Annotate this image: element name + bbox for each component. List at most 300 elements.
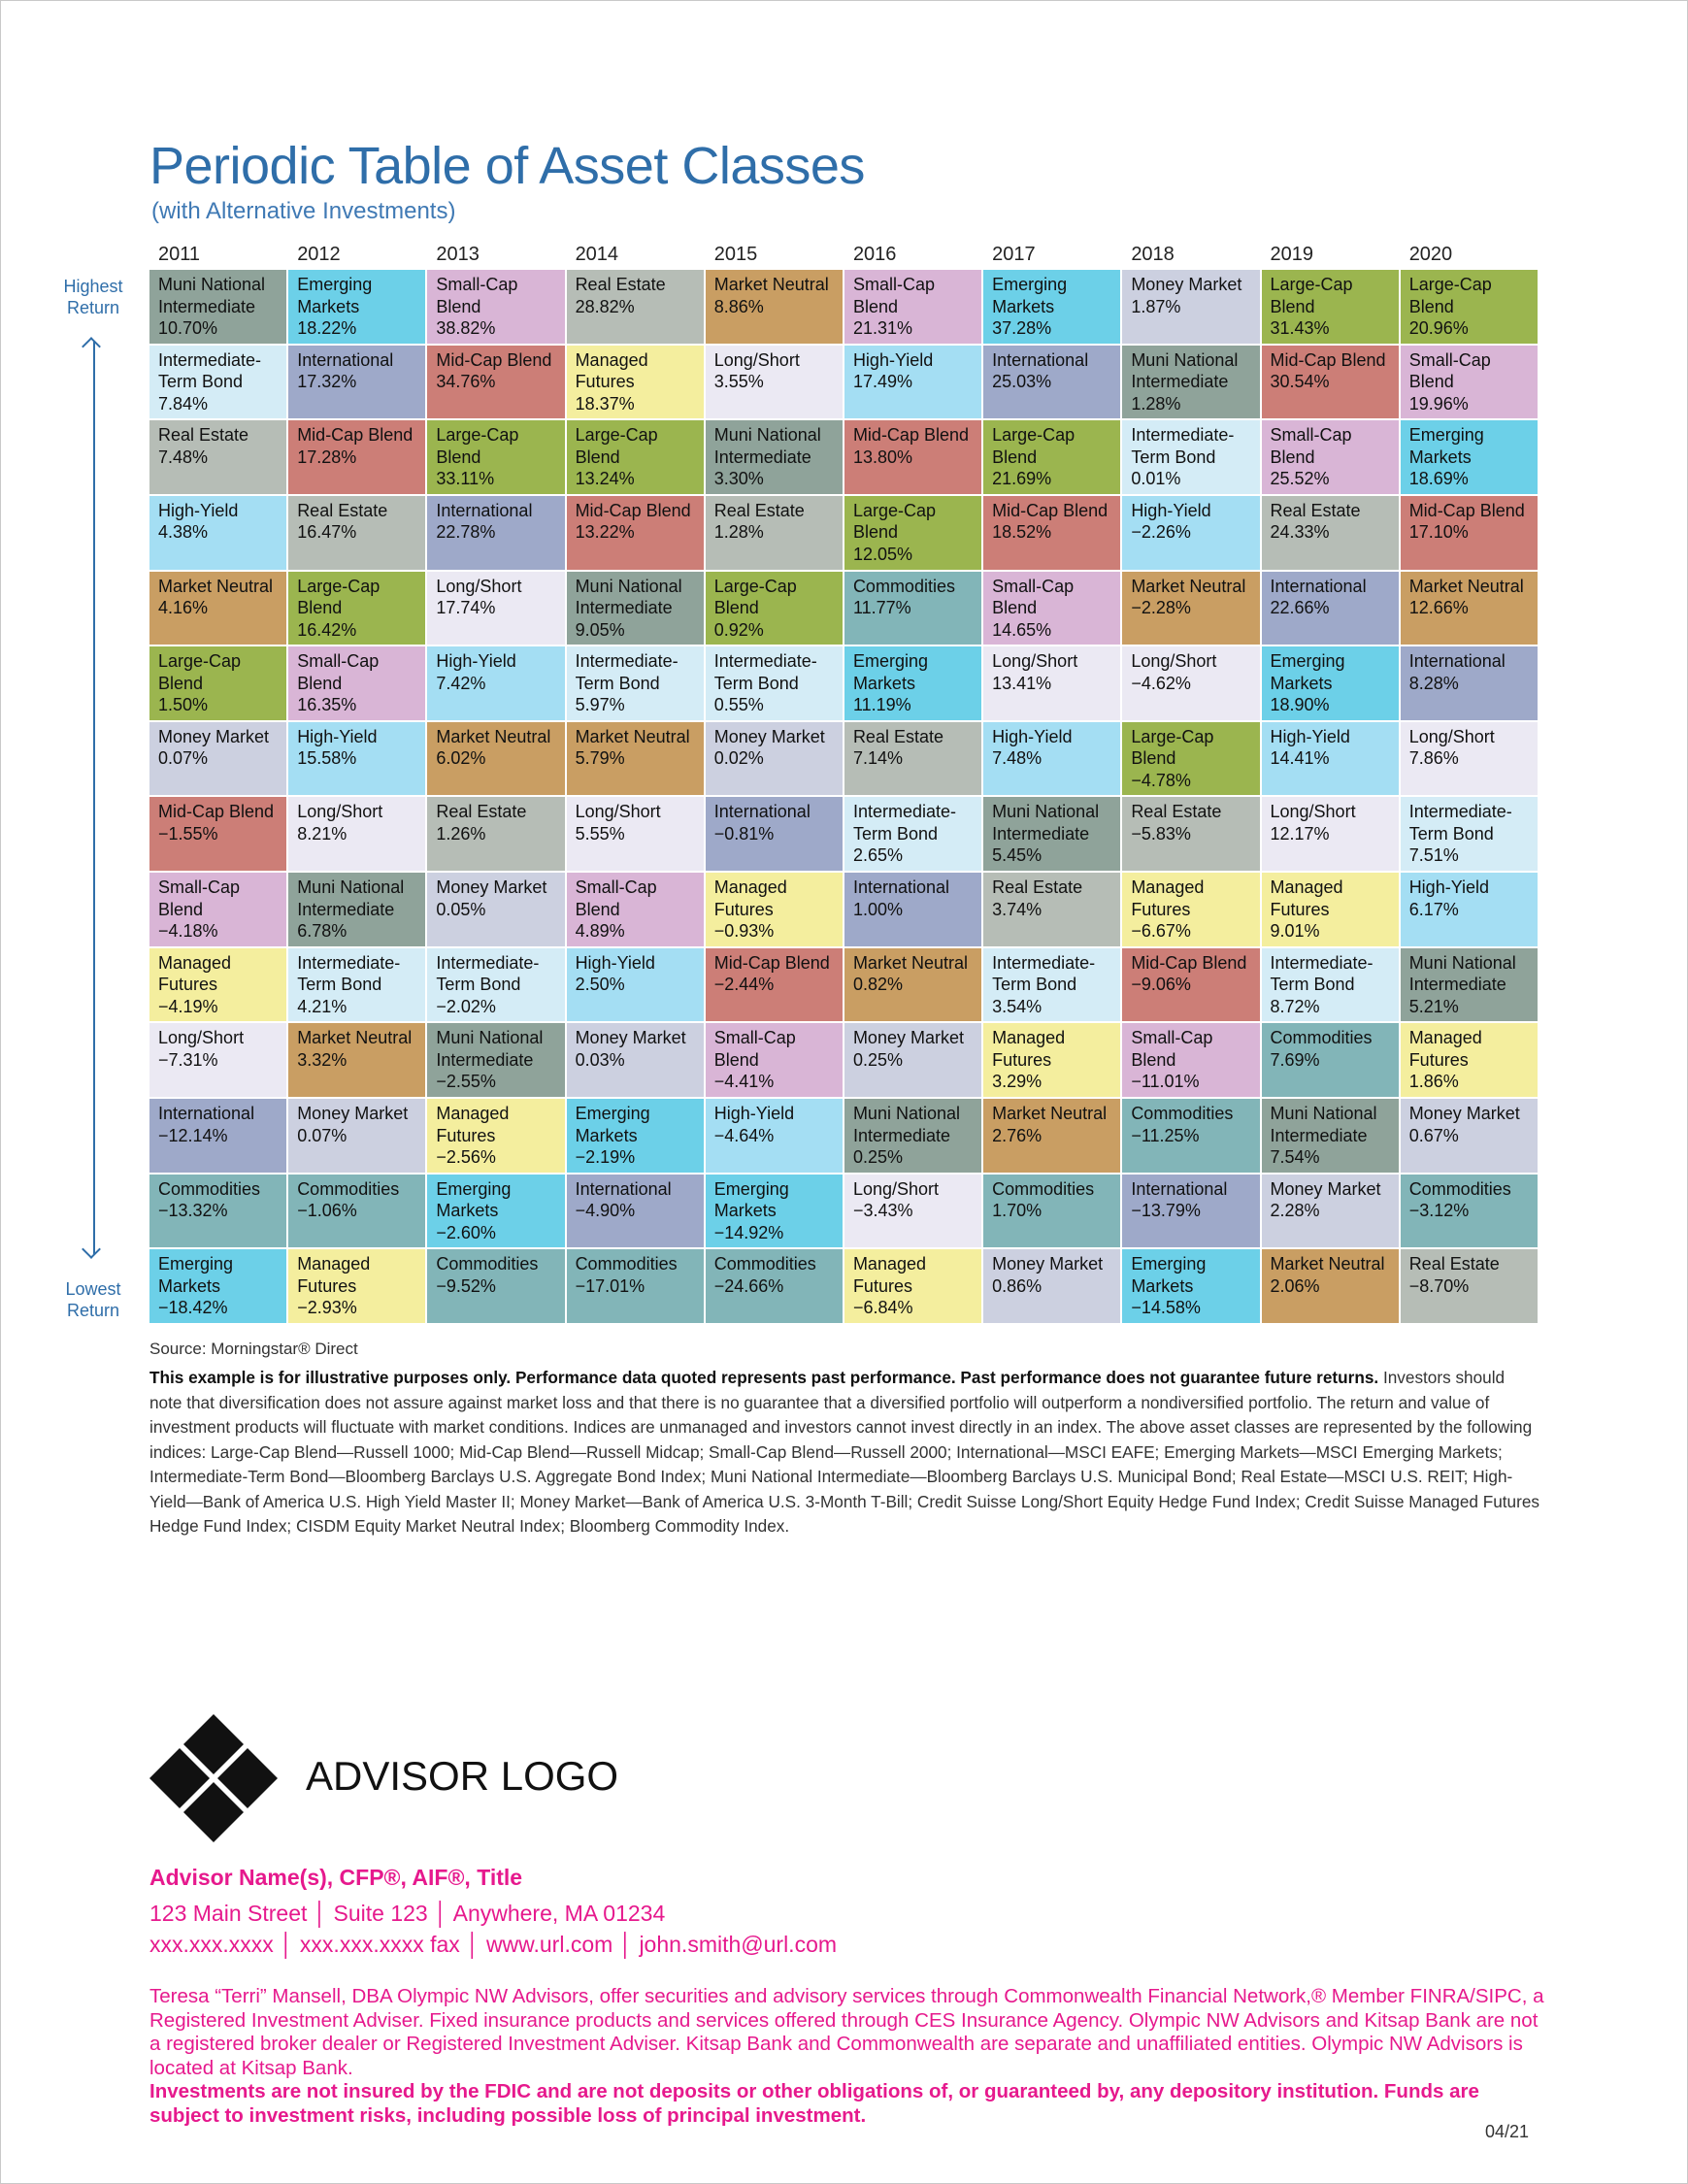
year-header: 2013 [436, 244, 480, 265]
legal-disclosure-bold: Investments are not insured by the FDIC and are not deposits or other obligations of, or guaranteed by, any depository institution. Funds are subject to investment risks, including possible loss of principal investment. [149, 2080, 1479, 2127]
asset-cell [844, 1023, 983, 1099]
asset-return: 13.24% [575, 469, 635, 489]
asset-cell [427, 797, 566, 873]
asset-return: −4.19% [158, 996, 218, 1016]
asset-name: Managed Futures [297, 1254, 371, 1296]
asset-cell [427, 873, 566, 948]
asset-cell [983, 948, 1122, 1024]
asset-return: 18.37% [575, 393, 635, 414]
asset-cell [1122, 270, 1261, 346]
asset-return: −13.79% [1131, 1201, 1201, 1221]
asset-cell [706, 646, 844, 722]
asset-cell [149, 346, 288, 421]
asset-return: −2.28% [1131, 598, 1191, 618]
asset-name: Mid-Cap Blend [1131, 952, 1247, 973]
asset-name: Commodities [713, 1254, 816, 1274]
asset-return: 22.78% [436, 522, 496, 543]
asset-name: Small-Cap Blend [852, 275, 935, 316]
asset-cell [427, 722, 566, 798]
asset-cell [567, 420, 706, 496]
asset-name: Market Neutral [713, 275, 829, 294]
asset-cell [567, 1175, 706, 1250]
asset-return: 3.30% [713, 469, 764, 489]
asset-return: 6.78% [297, 921, 348, 942]
asset-cell [1262, 873, 1401, 948]
asset-return: −14.58% [1131, 1298, 1201, 1318]
asset-return: −4.78% [1131, 770, 1191, 790]
page-title: Periodic Table of Asset Classes [149, 137, 865, 195]
asset-cell [1262, 572, 1401, 647]
asset-name: Managed Futures [1131, 877, 1205, 919]
asset-return: −2.60% [436, 1222, 496, 1242]
asset-name: Mid-Cap Blend [713, 952, 830, 973]
asset-return: 11.77% [852, 598, 911, 618]
asset-return: −13.32% [158, 1201, 228, 1221]
asset-return: 13.41% [992, 673, 1052, 693]
asset-name: Emerging Markets [992, 275, 1068, 316]
date-code: 04/21 [1485, 2122, 1530, 2141]
asset-return: 1.28% [1131, 393, 1181, 414]
asset-name: Muni National Intermediate [575, 576, 682, 618]
asset-return: 5.45% [992, 845, 1043, 866]
asset-name: Intermediate-Term Bond [297, 952, 401, 995]
asset-name: Market Neutral [1131, 576, 1246, 596]
asset-cell [149, 1023, 288, 1099]
asset-name: Long/Short [1270, 802, 1356, 822]
asset-cell [427, 346, 566, 421]
asset-cell [567, 270, 706, 346]
asset-cell [567, 873, 706, 948]
asset-cell [149, 948, 288, 1024]
asset-return: −2.55% [436, 1072, 496, 1092]
asset-return: 0.02% [713, 748, 764, 769]
asset-return: −3.12% [1408, 1201, 1470, 1221]
asset-cell [427, 646, 566, 722]
disclaimer-bold: This example is for illustrative purposes only. Performance data quoted represents past performance. Past performance does not guarantee future returns. [149, 1368, 1379, 1387]
asset-name: High-Yield [436, 651, 516, 672]
year-header: 2019 [1270, 244, 1313, 265]
asset-name: Managed Futures [158, 952, 232, 995]
asset-return: 34.76% [436, 372, 496, 392]
asset-return: −6.84% [852, 1298, 913, 1318]
asset-name: Muni National Intermediate [992, 802, 1100, 844]
asset-name: International [1270, 576, 1367, 596]
asset-cell [983, 1023, 1122, 1099]
asset-cell [288, 270, 427, 346]
asset-name: International [158, 1104, 255, 1124]
asset-cell [706, 873, 844, 948]
asset-name: High-Yield [575, 952, 655, 973]
asset-return: 1.00% [852, 899, 903, 919]
asset-name: Commodities [158, 1178, 261, 1199]
asset-return: 4.21% [297, 996, 348, 1016]
asset-name: Commodities [297, 1178, 400, 1199]
asset-cell [844, 346, 983, 421]
advisor-name: Advisor Name(s), CFP®, AIF®, Title [149, 1865, 523, 1890]
asset-return: 14.41% [1270, 748, 1330, 769]
asset-cell [983, 420, 1122, 496]
asset-name: Commodities [1408, 1178, 1511, 1199]
asset-cell [706, 1023, 844, 1099]
asset-name: Emerging Markets [713, 1178, 789, 1221]
asset-cell [844, 420, 983, 496]
asset-cell [1401, 1175, 1539, 1250]
source-note: Source: Morningstar® Direct [149, 1340, 358, 1358]
asset-cell [844, 948, 983, 1024]
asset-return: 5.97% [575, 695, 625, 715]
asset-cell [288, 1099, 427, 1175]
asset-name: Large-Cap Blend [436, 425, 519, 467]
asset-name: International [992, 349, 1089, 370]
asset-cell [1262, 346, 1401, 421]
asset-return: 8.28% [1408, 673, 1459, 693]
asset-return: 10.70% [158, 318, 218, 338]
asset-return: 0.07% [158, 748, 209, 769]
asset-cell [844, 1175, 983, 1250]
asset-cell [844, 572, 983, 647]
asset-return: 1.70% [992, 1201, 1043, 1221]
asset-return: −7.31% [158, 1049, 218, 1070]
asset-cell [288, 572, 427, 647]
asset-name: Managed Futures [1408, 1028, 1482, 1070]
asset-return: 4.89% [575, 921, 625, 942]
asset-cell [1262, 948, 1401, 1024]
asset-name: Market Neutral [1408, 576, 1524, 596]
asset-name: Long/Short [436, 576, 522, 596]
asset-return: −11.01% [1131, 1072, 1200, 1092]
asset-name: Muni National Intermediate [297, 877, 405, 919]
asset-cell [1122, 948, 1261, 1024]
asset-name: Managed Futures [1270, 877, 1343, 919]
asset-return: −17.01% [575, 1275, 645, 1296]
asset-name: Large-Cap Blend [1131, 726, 1214, 769]
asset-name: Intermediate-Term Bond [158, 349, 262, 392]
asset-return: 2.06% [1270, 1275, 1320, 1296]
asset-name: International [436, 500, 533, 520]
asset-name: Large-Cap Blend [713, 576, 797, 618]
asset-cell [149, 420, 288, 496]
asset-name: Large-Cap Blend [1408, 275, 1492, 316]
asset-return: 4.16% [158, 598, 209, 618]
asset-name: Real Estate [852, 726, 943, 746]
axis-lowest-label: Lowest Return [65, 1279, 121, 1320]
asset-name: Commodities [436, 1254, 539, 1274]
asset-cell [149, 1099, 288, 1175]
asset-return: −6.67% [1131, 921, 1191, 942]
asset-cell [983, 572, 1122, 647]
asset-return: −4.62% [1131, 673, 1191, 693]
asset-cell [1262, 1099, 1401, 1175]
asset-name: Muni National Intermediate [1408, 952, 1516, 995]
asset-return: 13.80% [852, 447, 912, 467]
asset-return: 0.86% [992, 1275, 1043, 1296]
asset-return: 1.86% [1408, 1072, 1459, 1092]
asset-return: 8.21% [297, 823, 348, 844]
asset-name: Small-Cap Blend [158, 877, 241, 919]
asset-return: 28.82% [575, 296, 635, 316]
asset-return: 37.28% [992, 318, 1052, 338]
asset-return: 6.02% [436, 748, 486, 769]
asset-name: Emerging Markets [436, 1178, 512, 1221]
asset-name: High-Yield [1408, 877, 1490, 898]
asset-return: 7.86% [1408, 748, 1459, 769]
asset-name: Large-Cap Blend [852, 500, 936, 543]
asset-name: Intermediate-Term Bond [852, 802, 956, 844]
asset-name: Muni National Intermediate [436, 1028, 544, 1070]
asset-return: 0.03% [575, 1049, 625, 1070]
advisor-logo-text: ADVISOR LOGO [306, 1753, 619, 1799]
asset-cell [706, 346, 844, 421]
asset-cell [983, 346, 1122, 421]
asset-name: Long/Short [1408, 726, 1495, 746]
asset-name: Intermediate-Term Bond [1408, 802, 1512, 844]
asset-cell [427, 270, 566, 346]
asset-cell [1262, 270, 1401, 346]
asset-name: High-Yield [713, 1104, 795, 1124]
asset-name: Intermediate-Term Bond [1270, 952, 1374, 995]
asset-cell [288, 722, 427, 798]
axis-highest-label: Highest Return [63, 277, 123, 317]
asset-return: 1.28% [713, 522, 764, 543]
asset-return: 25.52% [1270, 469, 1330, 489]
asset-name: Emerging Markets [1270, 651, 1345, 693]
asset-name: Small-Cap Blend [297, 651, 380, 693]
asset-cell [149, 1249, 288, 1325]
asset-return: 0.67% [1408, 1125, 1459, 1145]
asset-name: Emerging Markets [297, 275, 373, 316]
asset-cell [983, 1099, 1122, 1175]
asset-name: Muni National Intermediate [713, 425, 821, 467]
asset-return: 0.92% [713, 619, 764, 640]
asset-name: Large-Cap Blend [158, 651, 242, 693]
asset-return: 1.50% [158, 695, 209, 715]
asset-return: −2.19% [575, 1147, 636, 1168]
asset-name: Commodities [852, 576, 955, 596]
asset-cell [288, 646, 427, 722]
asset-name: Mid-Cap Blend [297, 425, 414, 446]
asset-return: −24.66% [713, 1275, 784, 1296]
asset-return: 20.96% [1408, 318, 1469, 338]
asset-return: 17.10% [1408, 522, 1469, 543]
asset-return: −5.83% [1131, 823, 1191, 844]
asset-name: Money Market [436, 877, 547, 898]
asset-return: 0.05% [436, 899, 486, 919]
asset-name: Mid-Cap Blend [1408, 500, 1525, 520]
asset-return: −4.64% [713, 1125, 775, 1145]
asset-name: International [297, 349, 394, 370]
asset-name: Real Estate [297, 500, 388, 520]
asset-cell [844, 722, 983, 798]
asset-cell [983, 722, 1122, 798]
asset-name: Mid-Cap Blend [575, 500, 691, 520]
asset-name: Real Estate [713, 500, 805, 520]
year-header: 2014 [575, 244, 619, 265]
asset-name: Emerging Markets [1408, 425, 1484, 467]
asset-return: 15.58% [297, 748, 357, 769]
asset-cell [1401, 572, 1539, 647]
asset-return: −14.92% [713, 1222, 784, 1242]
asset-return: 17.28% [297, 447, 357, 467]
advisor-address: 123 Main Street │ Suite 123 │ Anywhere, MA 01234 [149, 1901, 666, 1926]
asset-return: 21.69% [992, 469, 1052, 489]
asset-return: 1.87% [1131, 296, 1181, 316]
year-header: 2020 [1408, 244, 1453, 265]
asset-cell [149, 1175, 288, 1250]
asset-name: Muni National Intermediate [852, 1104, 960, 1145]
asset-cell [427, 1099, 566, 1175]
asset-cell [427, 572, 566, 647]
asset-name: Commodities [1131, 1104, 1234, 1124]
asset-name: Real Estate [575, 275, 666, 294]
asset-return: 5.21% [1408, 996, 1459, 1016]
asset-name: Long/Short [1131, 651, 1217, 672]
asset-name: Long/Short [575, 802, 661, 822]
disclaimer-body: Investors should note that diversification does not assure against market loss and that there is no guarantee that a diversified portfolio will outperform a nondiversified portfolio. The return and value of investment products will fluctuate with market conditions. Indices are unmanaged and investors cannot invest directly in an index. The above asset classes are represented by the following indices: Large-Cap Blend—Russell 1000; Mid-Cap Blend—Russell Midcap; Small-Cap Blend—Russell 2000; International—MSCI EAFE; Emerging Markets—MSCI Emerging Markets; Intermediate-Term Bond—Bloomberg Barclays U.S. Aggregate Bond Index; Muni National Intermediate—Bloomberg Barclays U.S. Municipal Bond; Real Estate—MSCI U.S. REIT; High-Yield—Bank of America U.S. High Yield Master II; Money Market—Bank of America U.S. 3-Month T-Bill; Credit Suisse Long/Short Equity Hedge Fund Index; Credit Suisse Managed Futures Hedge Fund Index; CISDM Equity Market Neutral Index; Bloomberg Commodity Index. [149, 1368, 1539, 1536]
asset-name: Commodities [992, 1178, 1095, 1199]
asset-cell [1122, 572, 1261, 647]
asset-cell [149, 496, 288, 572]
asset-return: 1.26% [436, 823, 486, 844]
asset-name: Market Neutral [436, 726, 551, 746]
asset-cell [983, 270, 1122, 346]
asset-return: 7.54% [1270, 1147, 1320, 1168]
asset-return: −2.56% [436, 1147, 496, 1168]
asset-return: 33.11% [436, 469, 495, 489]
year-header: 2011 [158, 244, 201, 265]
asset-return: −4.41% [713, 1072, 775, 1092]
year-header: 2018 [1131, 244, 1175, 265]
asset-name: Real Estate [158, 425, 249, 446]
asset-cell [567, 572, 706, 647]
asset-cell [567, 496, 706, 572]
asset-class-table [149, 270, 1539, 1325]
asset-return: −2.26% [1131, 522, 1191, 543]
asset-return: −9.52% [436, 1275, 496, 1296]
asset-cell [983, 873, 1122, 948]
asset-cell [1262, 722, 1401, 798]
asset-return: 7.84% [158, 393, 209, 414]
asset-cell [427, 948, 566, 1024]
asset-name: High-Yield [1270, 726, 1350, 746]
asset-name: Real Estate [436, 802, 527, 822]
asset-return: 2.65% [852, 845, 903, 866]
asset-name: Commodities [1270, 1028, 1373, 1048]
asset-return: 12.17% [1270, 823, 1330, 844]
asset-cell [427, 496, 566, 572]
page-subtitle: (with Alternative Investments) [151, 198, 456, 224]
asset-name: Intermediate-Term Bond [992, 952, 1096, 995]
advisor-logo-icon [146, 1710, 281, 1846]
asset-cell [427, 1175, 566, 1250]
asset-cell [567, 346, 706, 421]
asset-cell [567, 948, 706, 1024]
asset-cell [427, 1023, 566, 1099]
asset-name: International [1408, 651, 1506, 672]
asset-name: Small-Cap Blend [575, 877, 657, 919]
asset-name: Emerging Markets [575, 1104, 650, 1145]
asset-return: 30.54% [1270, 372, 1330, 392]
asset-cell [1262, 420, 1401, 496]
asset-cell [1262, 496, 1401, 572]
asset-name: Small-Cap Blend [1270, 425, 1352, 467]
asset-cell [1401, 948, 1539, 1024]
asset-cell [983, 797, 1122, 873]
asset-cell [1401, 1249, 1539, 1325]
asset-name: Large-Cap Blend [575, 425, 658, 467]
asset-cell [706, 420, 844, 496]
asset-name: Muni National Intermediate [1270, 1104, 1377, 1145]
asset-cell [1401, 346, 1539, 421]
asset-return: 7.51% [1408, 845, 1459, 866]
asset-return: 19.96% [1408, 393, 1469, 414]
asset-name: Money Market [1408, 1104, 1520, 1124]
asset-cell [706, 270, 844, 346]
asset-return: 8.86% [713, 296, 764, 316]
asset-return: 5.79% [575, 748, 625, 769]
asset-cell [983, 1175, 1122, 1250]
asset-return: −18.42% [158, 1298, 228, 1318]
asset-cell [1122, 1099, 1261, 1175]
asset-cell [1122, 496, 1261, 572]
asset-cell [1401, 873, 1539, 948]
year-header: 2017 [992, 244, 1036, 265]
asset-return: 9.01% [1270, 921, 1320, 942]
asset-cell [983, 496, 1122, 572]
asset-return: −1.55% [158, 823, 218, 844]
asset-cell [149, 722, 288, 798]
asset-name: High-Yield [992, 726, 1073, 746]
asset-name: Real Estate [992, 877, 1083, 898]
asset-name: International [852, 877, 950, 898]
asset-cell [149, 572, 288, 647]
asset-cell [1401, 420, 1539, 496]
year-header: 2015 [713, 244, 758, 265]
asset-return: 3.55% [713, 372, 764, 392]
asset-name: Long/Short [992, 651, 1078, 672]
asset-return: 7.42% [436, 673, 486, 693]
asset-name: Long/Short [297, 802, 383, 822]
asset-return: −9.06% [1131, 975, 1191, 995]
asset-cell [844, 1099, 983, 1175]
asset-cell [288, 948, 427, 1024]
legal-disclosure: Teresa “Terri” Mansell, DBA Olympic NW Advisors, offer securities and advisory services through Commonwealth Financial Network,® Member FINRA/SIPC, a Registered Investment Adviser. Fixed insurance products and services offered through CES Insurance Agency. Olympic NW Advisors and Kitsap Bank are not a registered broker dealer or Registered Investment Adviser. Kitsap Bank and Commonwealth are separate and unaffiliated entities. Olympic NW Advisors is located at Kitsap Bank. [149, 1985, 1544, 2079]
asset-return: 9.05% [575, 619, 625, 640]
asset-name: Money Market [1131, 275, 1242, 294]
asset-name: Market Neutral [158, 576, 274, 596]
asset-cell [1401, 496, 1539, 572]
asset-cell [1262, 646, 1401, 722]
asset-return: 16.35% [297, 695, 357, 715]
asset-name: Intermediate-Term Bond [1131, 425, 1235, 467]
asset-cell [1262, 797, 1401, 873]
asset-name: High-Yield [852, 349, 934, 370]
asset-cell [844, 797, 983, 873]
asset-cell [288, 797, 427, 873]
asset-cell [149, 873, 288, 948]
asset-cell [1401, 722, 1539, 798]
asset-cell [1401, 270, 1539, 346]
asset-name: International [713, 802, 811, 822]
asset-cell [844, 270, 983, 346]
asset-return: 7.48% [992, 748, 1043, 769]
asset-cell [288, 1175, 427, 1250]
asset-name: Large-Cap Blend [1270, 275, 1353, 316]
asset-name: Intermediate-Term Bond [713, 651, 817, 693]
asset-name: Small-Cap Blend [1131, 1028, 1213, 1070]
asset-cell [1122, 873, 1261, 948]
asset-cell [288, 420, 427, 496]
asset-cell [1122, 646, 1261, 722]
